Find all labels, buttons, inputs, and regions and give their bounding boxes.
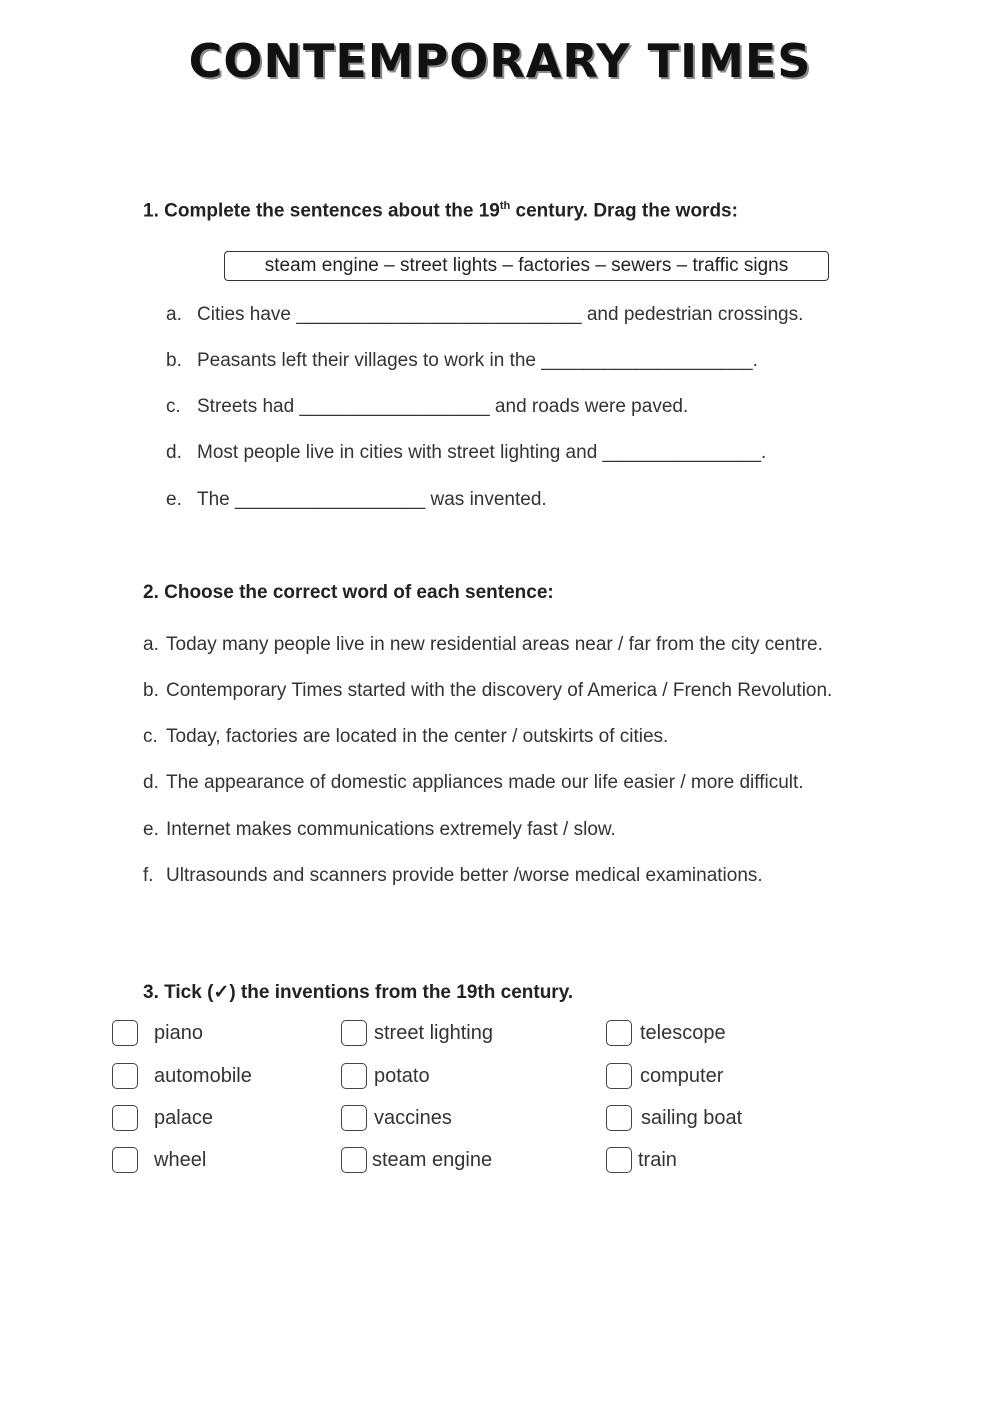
item-text: Internet makes communications extremely fast / slow. [166,819,616,840]
item-text: Streets had __________________ and roads were paved. [197,396,689,417]
item-text: The __________________ was invented. [197,489,547,510]
section1-heading: 1. Complete the sentences about the 19th century. Drag the words: [143,200,738,222]
worksheet-title: CONTEMPORARY TIMES [188,34,812,88]
option-label: sailing boat [641,1107,743,1129]
checkbox-piano[interactable] [112,1020,138,1046]
checkbox-train[interactable] [606,1147,632,1173]
item-label: e. [166,489,182,510]
item-text: The appearance of domestic appliances made our life easier / more difficult. [166,772,804,793]
section3-heading: 3. Tick (✓) the inventions from the 19th century. [143,982,574,1003]
checkbox-computer[interactable] [606,1063,632,1089]
option-label: street lighting [374,1022,493,1044]
item-label: c. [143,726,158,747]
checkbox-steam-engine[interactable] [341,1147,367,1173]
section1-item [166,304,803,326]
item-text: Most people live in cities with street lighting and _______________. [197,442,767,463]
section2-item [143,865,763,887]
checkbox-vaccines[interactable] [341,1105,367,1131]
item-text: Ultrasounds and scanners provide better /worse medical examinations. [166,865,763,886]
section2-item [143,819,616,841]
option-label: automobile [154,1065,252,1087]
checkbox-automobile[interactable] [112,1063,138,1089]
checkbox-sailing-boat[interactable] [606,1105,632,1131]
checkbox-wheel[interactable] [112,1147,138,1173]
option-label: palace [154,1107,213,1129]
section2-heading: 2. Choose the correct word of each sentence: [143,582,554,603]
item-label: e. [143,819,159,840]
section2-item [143,772,804,794]
option-label: steam engine [372,1149,493,1171]
checkbox-palace[interactable] [112,1105,138,1131]
section2-item [143,726,668,748]
item-text: Peasants left their villages to work in the ____________________. [197,350,758,371]
item-text: Contemporary Times started with the discovery of America / French Revolution. [166,680,833,701]
section2-item [143,680,832,702]
checkbox-telescope[interactable] [606,1020,632,1046]
item-label: d. [166,442,182,463]
item-label: b. [166,350,182,371]
item-label: f. [143,865,154,886]
option-label: potato [374,1065,430,1087]
option-label: computer [640,1065,724,1087]
option-label: telescope [640,1022,726,1044]
option-label: train [638,1149,677,1171]
checkbox-potato[interactable] [341,1063,367,1089]
item-text: Today, factories are located in the center / outskirts of cities. [166,726,669,747]
item-label: a. [143,634,159,655]
item-label: b. [143,680,159,701]
checkbox-street-lighting[interactable] [341,1020,367,1046]
item-label: a. [166,304,182,325]
section1-item [166,442,766,464]
section1-item [166,350,758,372]
section1-item [166,489,547,511]
section2-item [143,634,823,656]
option-label: vaccines [374,1107,452,1129]
item-label: d. [143,772,159,793]
item-label: c. [166,396,181,417]
section1-item [166,396,688,418]
item-text: Today many people live in new residential areas near / far from the city centre. [166,634,823,655]
option-label: wheel [154,1149,207,1171]
item-text: Cities have ___________________________ and pedestrian crossings. [197,304,804,325]
option-label: piano [154,1022,203,1044]
word-bank: steam engine – street lights – factories – sewers – traffic signs [224,251,829,281]
